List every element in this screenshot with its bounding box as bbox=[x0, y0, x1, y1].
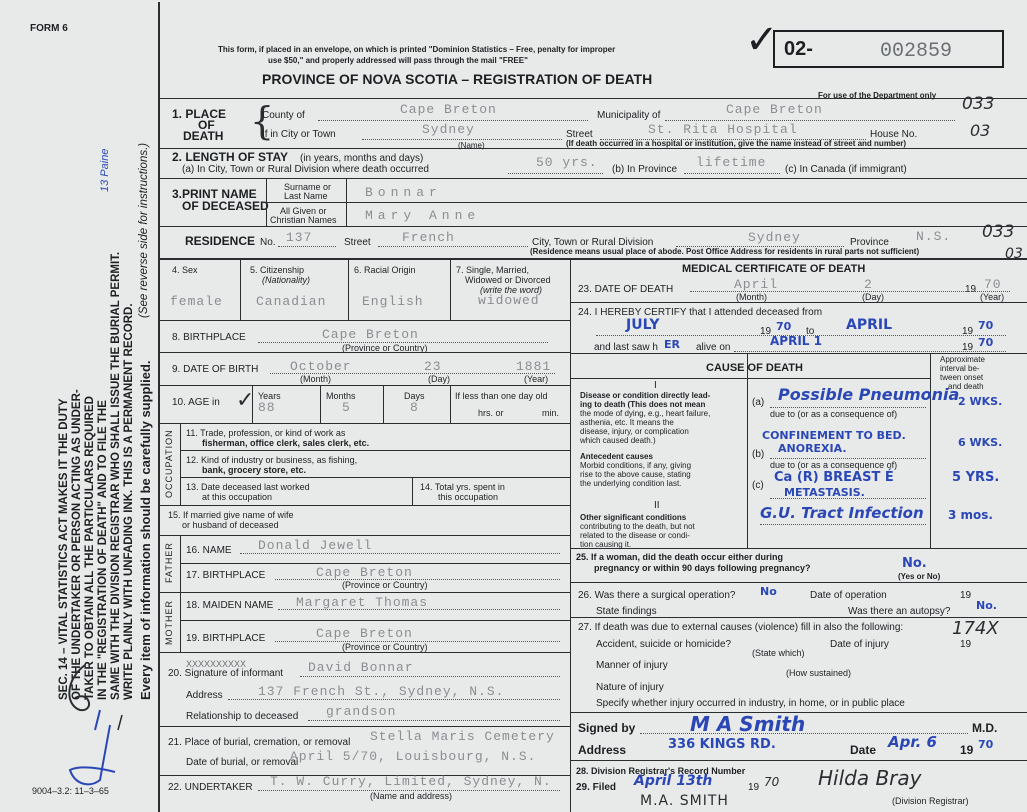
surname-value: Bonnar bbox=[365, 185, 442, 200]
side-instruction-5: SAME WITH THE DIVISION REGISTRAR WHO SHALL ISSUE THE BURIAL PERMIT. bbox=[110, 251, 122, 700]
cause-b-line1: CONFINEMENT TO BED. bbox=[762, 429, 906, 442]
record-number-label: 28. Division Registrar's Record Number bbox=[576, 766, 746, 776]
medical-title: MEDICAL CERTIFICATE OF DEATH bbox=[682, 263, 866, 275]
marital-label-b: Widowed or Divorced bbox=[465, 275, 551, 285]
findings-label: State findings bbox=[596, 606, 657, 617]
mother-side-rule bbox=[180, 592, 181, 652]
certify-label: 24. I HEREBY CERTIFY that I attended deceased from bbox=[578, 307, 823, 318]
cause-b-line2: ANOREXIA. bbox=[778, 442, 847, 455]
form-number: FORM 6 bbox=[30, 23, 68, 34]
residence-no-label: No. bbox=[260, 237, 276, 248]
side-handnote: 13 Paine bbox=[99, 148, 111, 192]
death-year: 70 bbox=[984, 277, 1002, 292]
cause-header-rule bbox=[570, 378, 930, 379]
informant-addr-label: Address bbox=[186, 690, 223, 701]
last-saw-label: and last saw h bbox=[594, 342, 658, 353]
dob-month-sub: (Month) bbox=[300, 374, 332, 384]
address-label: Address bbox=[578, 743, 627, 757]
dept-use-label: For use of the Department only bbox=[818, 91, 937, 100]
mother-side-label: MOTHER bbox=[164, 600, 174, 645]
col-sex bbox=[240, 258, 241, 320]
spouse-label-a: 15. If married give name of wife bbox=[168, 510, 294, 520]
alive-date: APRIL 1 bbox=[770, 334, 822, 348]
interval-ii-value: 3 mos. bbox=[948, 508, 993, 522]
length-b-line bbox=[684, 173, 780, 174]
city-label: If in City or Town bbox=[262, 129, 336, 140]
alive-year: 70 bbox=[978, 336, 994, 349]
burial-date-value: April 5/70, Louisbourg, N.S. bbox=[290, 749, 537, 764]
undertaker-sub: (Name and address) bbox=[370, 791, 453, 801]
citizenship-sub: (Nationality) bbox=[262, 275, 311, 285]
mail-notice-1: This form, if placed in an envelope, on which is printed "Dominion Statistics – Free, penalty for improper bbox=[218, 45, 616, 54]
how-sub: (How sustained) bbox=[786, 668, 852, 678]
form-code: 9004–3.2: 11–3–65 bbox=[32, 786, 109, 796]
interval-b: interval be- bbox=[940, 364, 980, 373]
municipality-label: Municipality of bbox=[597, 110, 661, 121]
rule-L13 bbox=[158, 726, 570, 727]
col-age-days bbox=[383, 385, 384, 423]
dob-month: October bbox=[290, 359, 352, 374]
length-sub: (in years, months and days) bbox=[300, 153, 424, 164]
marital-value: widowed bbox=[478, 293, 540, 308]
residence-street-line bbox=[378, 246, 528, 247]
antecedent-b: Morbid conditions, if any, giving bbox=[580, 461, 692, 470]
date-of-death-label: 23. DATE OF DEATH bbox=[578, 284, 674, 295]
due-to-1: due to (or as a consequence of) bbox=[770, 409, 898, 419]
interval-b-value: 6 WKS. bbox=[958, 436, 1003, 449]
q26-value: No bbox=[760, 585, 777, 598]
rule-L7 bbox=[158, 505, 570, 506]
attended-to: APRIL bbox=[846, 317, 893, 333]
city-name-sub: (Name) bbox=[458, 141, 485, 150]
marital-label-c: (write the word) bbox=[480, 285, 543, 295]
rule-2 bbox=[158, 148, 1027, 149]
mother-birthplace: Cape Breton bbox=[316, 626, 413, 641]
side-instruction-4: IN THE "REGISTRATION OF DEATH" AND TO FILE THE bbox=[97, 400, 109, 700]
due-to-2: due to (or as a consequence of) bbox=[770, 460, 898, 470]
rule-L5 bbox=[180, 450, 570, 451]
residence-no: 137 bbox=[286, 230, 313, 245]
years-label: Years bbox=[258, 391, 281, 401]
registration-prefix: 02- bbox=[784, 38, 813, 60]
occ-11a: 11. Trade, profession, or kind of work as bbox=[186, 428, 346, 438]
dept-code-3: 033 bbox=[982, 222, 1015, 242]
racial-value: English bbox=[362, 294, 424, 309]
to-year: 70 bbox=[978, 319, 994, 332]
autopsy-label: Was there an autopsy? bbox=[848, 606, 951, 617]
rule-L1 bbox=[158, 320, 570, 321]
address-value: 336 KINGS RD. bbox=[668, 737, 776, 752]
rule-R2 bbox=[570, 353, 1027, 354]
disease-b: ing to death (This does not mean bbox=[580, 400, 706, 409]
interval-a: Approximate bbox=[940, 355, 985, 364]
days-value: 8 bbox=[410, 400, 419, 415]
death-month-sub: (Month) bbox=[736, 292, 768, 302]
cause-ii: G.U. Tract Infection bbox=[760, 504, 924, 522]
spouse-label-b: or husband of deceased bbox=[182, 520, 279, 530]
antecedent-a: Antecedent causes bbox=[580, 452, 653, 461]
occ-14a: 14. Total yrs. spent in bbox=[420, 482, 505, 492]
institution-note: (If death occurred in a hospital or institution, give the name instead of street and number) bbox=[566, 139, 907, 148]
alive-label: alive on bbox=[696, 342, 731, 353]
occ-12a: 12. Kind of industry or business, as fishing, bbox=[186, 455, 358, 465]
relationship-line bbox=[308, 720, 560, 721]
rule-3 bbox=[158, 178, 1027, 179]
autopsy-value: No. bbox=[976, 599, 997, 612]
q27-value: 174X bbox=[952, 618, 999, 639]
disease-d: asthenia, etc. It means the bbox=[580, 418, 674, 427]
birthplace-value: Cape Breton bbox=[322, 327, 419, 342]
disease-f: which caused death.) bbox=[580, 436, 656, 445]
q25-a: 25. If a woman, did the death occur either during bbox=[576, 552, 784, 562]
county-line bbox=[318, 120, 588, 121]
side-instruction-8: (See reverse side for instructions.) bbox=[138, 142, 150, 318]
birthplace-sub: (Province or Country) bbox=[342, 343, 428, 353]
print-name-label-b: OF DECEASED bbox=[182, 199, 269, 213]
house-label: House No. bbox=[870, 129, 918, 140]
residence-label: RESIDENCE bbox=[185, 234, 256, 248]
birthplace-label: 8. BIRTHPLACE bbox=[172, 332, 246, 343]
occ-13b: at this occupation bbox=[202, 492, 273, 502]
rule-L6 bbox=[180, 477, 570, 478]
cause-b-marker: (b) bbox=[752, 449, 765, 460]
cause-c-line1: Ca (R) BREAST É bbox=[774, 470, 894, 485]
sign-year: 70 bbox=[978, 738, 994, 751]
informant-line bbox=[300, 676, 560, 677]
center-divider bbox=[570, 258, 571, 812]
citizenship-label: 5. Citizenship bbox=[250, 265, 305, 275]
rule-L3 bbox=[158, 385, 570, 386]
place-label-a: 1. PLACE bbox=[172, 107, 227, 121]
undertaker-value: T. W. Curry, Limited, Sydney, N. bbox=[270, 774, 552, 789]
last-saw-suffix: ER bbox=[664, 338, 680, 351]
occ-12b: bank, grocery store, etc. bbox=[202, 465, 307, 475]
hrs-label: hrs. or bbox=[478, 408, 504, 418]
residence-street-label: Street bbox=[344, 237, 371, 248]
rule-L12 bbox=[158, 652, 570, 653]
roman-two: II bbox=[654, 500, 660, 511]
alive-line bbox=[734, 351, 1006, 352]
injury-date-label: Date of injury bbox=[830, 639, 889, 650]
attended-from: JULY bbox=[626, 317, 660, 333]
filed-date: April 13th bbox=[634, 773, 713, 789]
municipality-value: Cape Breton bbox=[726, 102, 823, 117]
surname-label-a: Surname or bbox=[284, 182, 332, 192]
father-name-line bbox=[240, 553, 560, 554]
length-a-line bbox=[508, 173, 603, 174]
residence-street: French bbox=[402, 230, 455, 245]
col-cit bbox=[348, 258, 349, 320]
occupation-side-label: OCCUPATION bbox=[164, 429, 174, 498]
informant-name: David Bonnar bbox=[308, 660, 414, 675]
interval-c-value: 5 YRS. bbox=[952, 470, 1000, 485]
cause-line-a bbox=[770, 407, 926, 408]
nature-label: Nature of injury bbox=[596, 682, 664, 693]
signed-value: M A Smith bbox=[690, 712, 806, 736]
place-label-b: OF bbox=[198, 118, 215, 132]
burial-place-value: Stella Maris Cemetery bbox=[370, 729, 555, 744]
street-value: St. Rita Hospital bbox=[648, 122, 798, 137]
father-side-rule bbox=[180, 535, 181, 592]
father-side-label: FATHER bbox=[164, 542, 174, 583]
cause-title: CAUSE OF DEATH bbox=[706, 362, 803, 374]
alive-year-prefix: 19 bbox=[962, 342, 974, 353]
col-race bbox=[450, 258, 451, 320]
dept-code-1: 033 bbox=[962, 94, 995, 114]
rule-L4 bbox=[158, 423, 570, 424]
dob-day-sub: (Day) bbox=[428, 374, 450, 384]
racial-label: 6. Racial Origin bbox=[354, 265, 416, 275]
city-line bbox=[362, 139, 562, 140]
informant-sig-label: 20. Signature of informant bbox=[168, 668, 284, 679]
antecedent-d: the underlying condition last. bbox=[580, 479, 682, 488]
cause-c-marker: (c) bbox=[752, 480, 764, 491]
sex-label: 4. Sex bbox=[172, 265, 198, 275]
days-label: Days bbox=[404, 391, 425, 401]
place-label-c: DEATH bbox=[183, 129, 224, 143]
length-a-label: (a) In City, Town or Rural Division where death occurred bbox=[182, 164, 429, 175]
md-label: M.D. bbox=[972, 721, 998, 735]
interval-c: tween onset bbox=[940, 373, 984, 382]
col-14 bbox=[412, 477, 413, 505]
registration-number: 002859 bbox=[880, 40, 953, 63]
age-label: 10. AGE in bbox=[172, 397, 220, 408]
print-name-label-a: 3.PRINT NAME bbox=[172, 187, 257, 201]
months-label: Months bbox=[326, 391, 356, 401]
operation-year-prefix: 19 bbox=[960, 590, 972, 601]
smith-print: M.A. SMITH bbox=[640, 793, 729, 809]
side-instruction-6: WRITE PLAINLY WITH UNFADING INK. THIS IS A PERMANENT RECORD. bbox=[123, 303, 135, 700]
dob-label: 9. DATE OF BIRTH bbox=[172, 364, 259, 375]
disease-e: disease, injury, or complication bbox=[580, 427, 689, 436]
accident-label: Accident, suicide or homicide? bbox=[596, 639, 732, 650]
residence-city-label: City, Town or Rural Division bbox=[532, 237, 654, 248]
burial-place-label: 21. Place of burial, cremation, or removal bbox=[168, 737, 351, 748]
other-a: Other significant conditions bbox=[580, 513, 687, 522]
cause-line-c bbox=[770, 498, 926, 499]
mother-prov-sub: (Province or Country) bbox=[342, 642, 428, 652]
age-check: ✓ bbox=[236, 388, 255, 413]
from-year-prefix: 19 bbox=[760, 326, 772, 337]
informant-addr: 137 French St., Sydney, N.S. bbox=[258, 684, 505, 699]
occ-11b: fisherman, office clerk, sales clerk, etc. bbox=[202, 438, 370, 448]
dept-code-4: 03 bbox=[1005, 246, 1023, 262]
state-which-sub: (State which) bbox=[752, 648, 805, 658]
dob-year-sub: (Year) bbox=[524, 374, 549, 384]
father-birthplace: Cape Breton bbox=[316, 565, 413, 580]
interval-a-value: 2 WKS. bbox=[958, 395, 1003, 408]
citizenship-value: Canadian bbox=[256, 294, 327, 309]
manner-label: Manner of injury bbox=[596, 660, 668, 671]
sign-year-prefix: 19 bbox=[960, 743, 974, 757]
rule-R4 bbox=[570, 582, 1027, 583]
signed-label: Signed by bbox=[578, 721, 636, 735]
mother-name-label: 18. MAIDEN NAME bbox=[186, 600, 274, 611]
cause-line-ii bbox=[760, 524, 926, 525]
col-age-months bbox=[320, 385, 321, 423]
filed-year-prefix: 19 bbox=[748, 782, 760, 793]
length-b-label: (b) In Province bbox=[612, 164, 678, 175]
residence-no-line bbox=[278, 246, 336, 247]
rule-L11 bbox=[180, 620, 570, 621]
dept-code-2: 03 bbox=[970, 121, 991, 140]
rule-R7 bbox=[570, 760, 1027, 761]
q26-label: 26. Was there a surgical operation? bbox=[578, 590, 736, 601]
specify-label: Specify whether injury occurred in industry, in home, or in public place bbox=[596, 698, 905, 709]
to-year-prefix: 19 bbox=[962, 326, 974, 337]
residence-note: (Residence means usual place of abode. Post Office Address for residents in rural parts not sufficient) bbox=[530, 247, 920, 256]
other-c: related to the disease or condi- bbox=[580, 531, 690, 540]
residence-province: N.S. bbox=[916, 229, 952, 244]
burial-date-label: Date of burial, or removal bbox=[186, 757, 299, 768]
registrar-signature: Hilda Bray bbox=[818, 766, 922, 790]
operation-date-label: Date of operation bbox=[810, 590, 887, 601]
length-label: 2. LENGTH OF STAY bbox=[172, 150, 289, 164]
cause-line-b bbox=[770, 458, 926, 459]
rule-L10 bbox=[158, 592, 570, 593]
filed-label: 29. Filed bbox=[576, 782, 617, 793]
cause-a-marker: (a) bbox=[752, 397, 765, 408]
to-label: to bbox=[806, 326, 815, 337]
death-year-prefix: 19 bbox=[965, 284, 977, 295]
min-label: min. bbox=[542, 408, 560, 418]
rule-R3 bbox=[570, 548, 1027, 549]
length-a-value: 50 yrs. bbox=[536, 155, 598, 170]
father-name-label: 16. NAME bbox=[186, 545, 232, 556]
form-title: PROVINCE OF NOVA SCOTIA – REGISTRATION OF DEATH bbox=[262, 71, 653, 87]
rule-R1 bbox=[570, 302, 1027, 303]
months-value: 5 bbox=[342, 400, 351, 415]
given-value: Mary Anne bbox=[365, 208, 481, 223]
filed-year: 70 bbox=[764, 775, 780, 789]
disease-a: Disease or condition directly lead- bbox=[580, 391, 711, 400]
given-label-a: All Given or bbox=[280, 206, 327, 216]
interval-d: and death bbox=[948, 382, 984, 391]
injury-year-prefix: 19 bbox=[960, 639, 972, 650]
disease-c: the mode of dying, e.g., heart failure, bbox=[580, 409, 711, 418]
rule-4 bbox=[158, 226, 1027, 227]
left-margin-rule bbox=[158, 2, 160, 812]
mother-birthplace-label: 19. BIRTHPLACE bbox=[186, 633, 266, 644]
yes-no-sub: (Yes or No) bbox=[898, 572, 941, 581]
marital-label-a: 7. Single, Married, bbox=[456, 265, 530, 275]
cause-a: Possible Pneumonia bbox=[778, 385, 960, 404]
father-name: Donald Jewell bbox=[258, 538, 373, 553]
length-b-value: lifetime bbox=[696, 155, 767, 170]
length-c-label: (c) In Canada (if immigrant) bbox=[785, 164, 907, 175]
street-label: Street bbox=[566, 129, 593, 140]
undertaker-label: 22. UNDERTAKER bbox=[168, 782, 253, 793]
col-age-less bbox=[450, 385, 451, 423]
father-prov-sub: (Province or Country) bbox=[342, 580, 428, 590]
place-brace: { bbox=[250, 99, 275, 143]
municipality-line bbox=[665, 120, 955, 121]
side-handwriting bbox=[40, 650, 140, 790]
mother-name-line bbox=[278, 609, 560, 610]
death-day-sub: (Day) bbox=[862, 292, 884, 302]
city-value: Sydney bbox=[422, 122, 475, 137]
occ-14b: this occupation bbox=[438, 492, 499, 502]
cause-divider bbox=[747, 353, 748, 548]
mother-name: Margaret Thomas bbox=[296, 595, 429, 610]
death-day: 2 bbox=[864, 277, 873, 292]
county-label: County of bbox=[262, 110, 305, 121]
sign-date-value: Apr. 6 bbox=[888, 733, 937, 751]
side-instruction-2: OF THE UNDERTAKER OR PERSON ACTING AS UNDER- bbox=[71, 389, 83, 700]
informant-xs: XXXXXXXXXX bbox=[186, 659, 247, 669]
roman-one: I bbox=[654, 380, 657, 391]
rule-L8 bbox=[158, 535, 570, 536]
years-value: 88 bbox=[258, 400, 276, 415]
side-instruction-1: SEC. 14 – VITAL STATISTICS ACT MAKES IT THE DUTY bbox=[58, 398, 70, 700]
q25-b: pregnancy or within 90 days following pregnancy? bbox=[594, 563, 811, 573]
side-instruction-7: Every item of information should be carefully supplied. bbox=[138, 360, 153, 700]
residence-city: Sydney bbox=[748, 230, 801, 245]
rule-L9 bbox=[180, 563, 570, 564]
antecedent-c: rise to the above cause, stating bbox=[580, 470, 691, 479]
q25-value: No. bbox=[902, 556, 927, 571]
side-instruction-3: TAKER TO OBTAIN ALL THE PARTICULARS REQUIRED bbox=[84, 396, 96, 700]
relationship-label: Relationship to deceased bbox=[186, 711, 299, 722]
sex-value: female bbox=[170, 294, 223, 309]
surname-label-b: Last Name bbox=[284, 191, 328, 201]
informant-addr-line bbox=[228, 699, 560, 700]
registrar-sub: (Division Registrar) bbox=[892, 796, 969, 806]
death-month: April bbox=[734, 277, 779, 292]
other-b: contributing to the death, but not bbox=[580, 522, 695, 531]
other-d: tion causing it. bbox=[580, 540, 632, 549]
less-label: If less than one day old bbox=[455, 391, 548, 401]
father-birthplace-label: 17. BIRTHPLACE bbox=[186, 570, 266, 581]
given-label-b: Christian Names bbox=[270, 215, 337, 225]
interval-divider bbox=[930, 353, 931, 548]
residence-province-label: Province bbox=[850, 237, 889, 248]
q27-label: 27. If death was due to external causes (violence) fill in also the following: bbox=[578, 622, 904, 633]
dob-year: 1881 bbox=[516, 359, 552, 374]
dob-day: 23 bbox=[424, 359, 442, 374]
mail-notice-2: use $50," and properly addressed will pass through the mail "FREE" bbox=[268, 56, 528, 65]
relationship-value: grandson bbox=[326, 704, 397, 719]
name-mid-rule bbox=[266, 202, 1027, 203]
check-mark: ✓ bbox=[745, 17, 779, 63]
occ-13a: 13. Date deceased last worked bbox=[186, 482, 310, 492]
rule-5 bbox=[158, 258, 1027, 260]
from-year: 70 bbox=[776, 320, 792, 333]
sign-date-label: Date bbox=[850, 743, 877, 757]
cause-c-line2: METASTASIS. bbox=[784, 486, 865, 499]
county-value: Cape Breton bbox=[400, 102, 497, 117]
death-year-sub: (Year) bbox=[980, 292, 1005, 302]
occ-side-rule bbox=[180, 423, 181, 505]
